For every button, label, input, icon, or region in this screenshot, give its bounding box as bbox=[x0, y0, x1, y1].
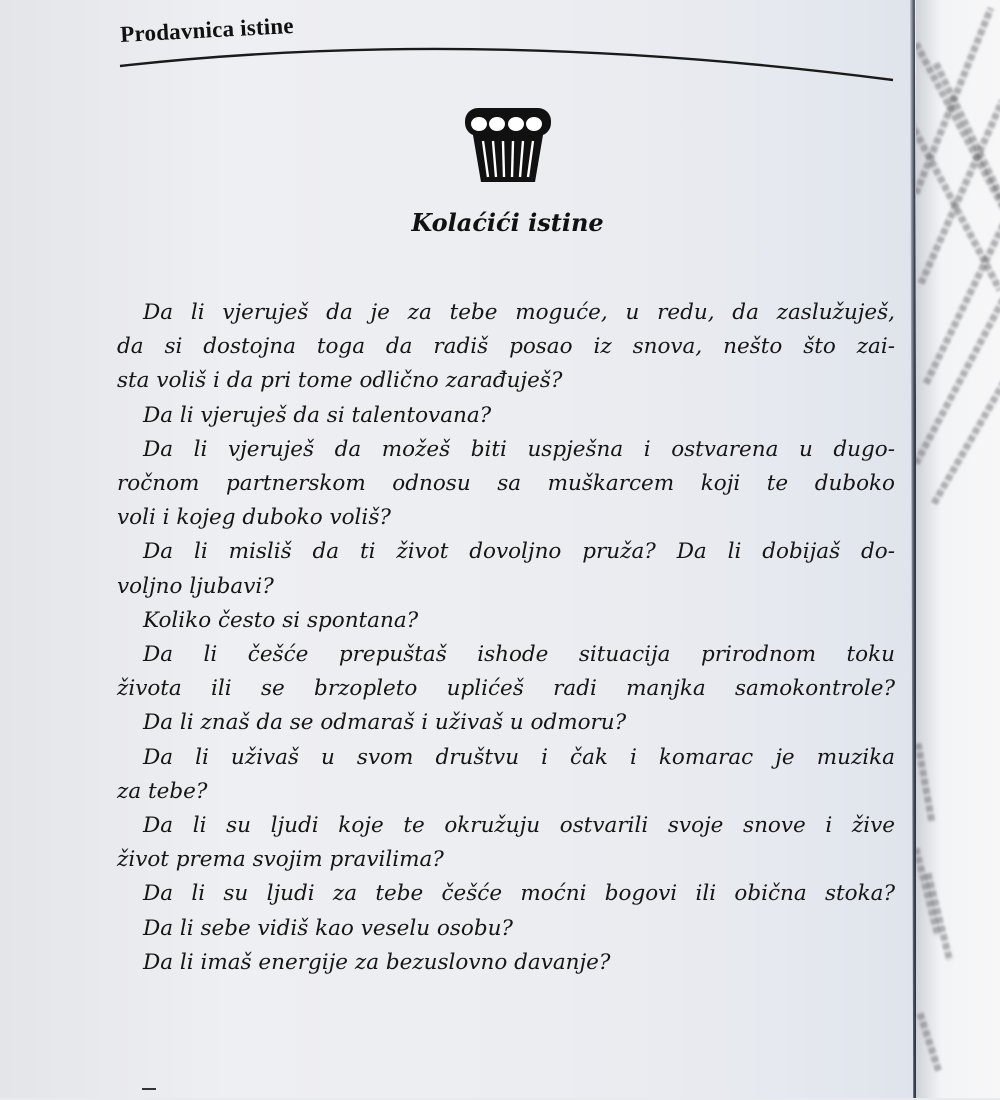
text-line: Da li misliš da ti život dovoljno pruža? Da li dobijaš do- bbox=[143, 539, 895, 565]
blurred-text-line bbox=[923, 202, 1000, 385]
body-text bbox=[117, 296, 895, 980]
text-line: života ili se brzopleto uplićeš radi manjka samokontrole? bbox=[117, 676, 895, 702]
text-line: Da li su ljudi za tebe češće moćni bogovi ili obična stoka? bbox=[143, 881, 895, 907]
text-line: ročnom partnerskom odnosu sa muškarcem koji te duboko bbox=[117, 471, 895, 497]
text-line: život prema svojim pravilima? bbox=[117, 847, 444, 873]
text-line: Da li vjeruješ da je za tebe moguće, u redu, da zaslužuješ, bbox=[143, 300, 895, 325]
text-line: Da li imaš energije za bezuslovno davanje? bbox=[143, 949, 611, 975]
text-line: Da li uživaš u svom društvu i čak i komarac je muzika bbox=[143, 744, 895, 770]
facing-page-edge bbox=[916, 0, 1000, 1098]
text-line: voli i kojeg duboko voliš? bbox=[117, 505, 391, 531]
text-line: Da li znaš da se odmaraš i uživaš u odmoru? bbox=[143, 710, 627, 736]
text-line: Da li su ljudi koje te okružuju ostvarili svoje snove i žive bbox=[143, 813, 895, 839]
running-header: Prodavnica istine bbox=[119, 12, 295, 48]
text-line: Da li sebe vidiš kao veselu osobu? bbox=[143, 915, 513, 941]
text-line: da si dostojna toga da radiš posao iz snova, nešto što zai- bbox=[117, 334, 895, 360]
blurred-text-line bbox=[917, 1012, 942, 1071]
chapter-title: Kolaćići istine bbox=[411, 208, 604, 237]
blurred-text-line bbox=[916, 743, 935, 823]
text-line: Da li vjeruješ da si talentovana? bbox=[143, 402, 492, 428]
text-line: sta voliš i da pri tome odlično zarađuješ? bbox=[117, 368, 563, 394]
text-line: Da li češće prepuštaš ishode situacija prirodnom toku bbox=[143, 642, 895, 668]
cupcake-icon bbox=[463, 105, 553, 183]
text-line: voljno ljubavi? bbox=[117, 573, 274, 599]
header-rule-divider bbox=[118, 30, 898, 90]
text-line: Da li vjeruješ da možeš biti uspješna i ostvarena u dugo- bbox=[143, 436, 895, 462]
text-line: Koliko često si spontana? bbox=[143, 607, 419, 633]
cut-off-text-fragment bbox=[142, 1088, 156, 1100]
text-line: za tebe? bbox=[117, 778, 208, 804]
